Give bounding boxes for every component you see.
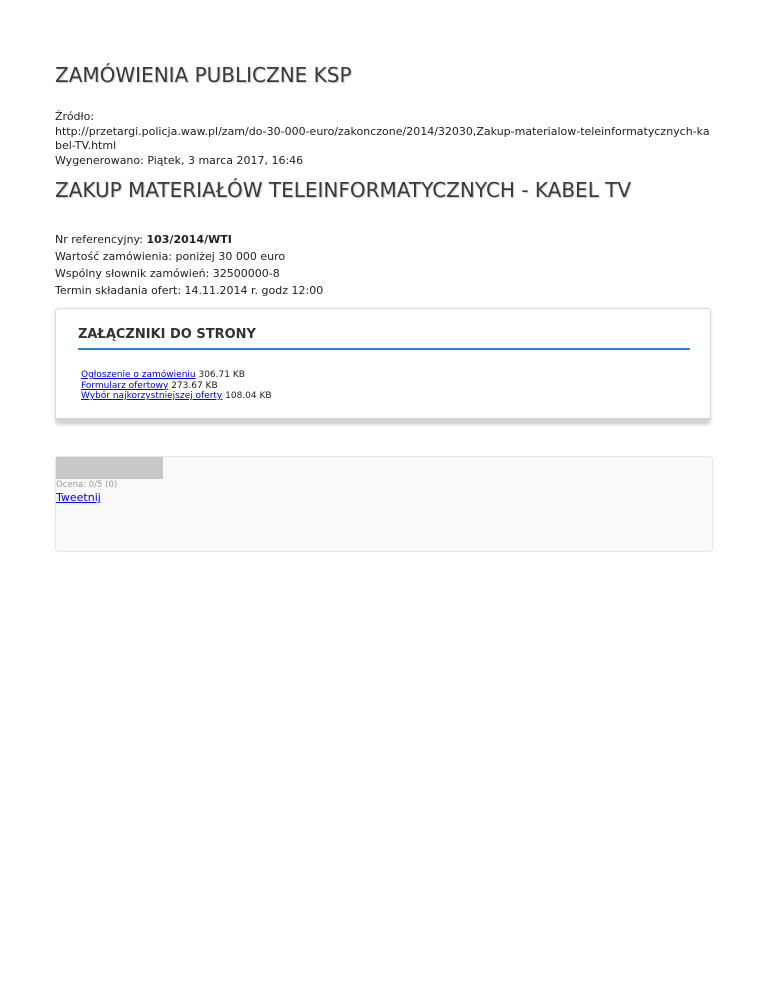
attachment-size: 306.71 KB: [198, 370, 245, 380]
attachment-link-formularz[interactable]: Formularz ofertowy: [81, 380, 169, 391]
rating-panel: [55, 456, 713, 552]
source-meta: [55, 110, 715, 168]
order-value: Wartość zamówienia: poniżej 30 000 euro: [55, 250, 286, 263]
site-title: ZAMÓWIENIA PUBLICZNE KSP: [55, 63, 352, 87]
attachment-item: [81, 370, 272, 381]
attachment-link-wybor[interactable]: Wybór najkorzystniejszej oferty: [81, 391, 223, 401]
source-url: http://przetargi.policja.waw.pl/zam/do-30-000-euro/zakonczone/2014/32030,Zakup-materialow-teleinformatycznych-kabel-TV.html: [55, 124, 710, 152]
reference-label: Nr referencyjny:: [55, 233, 147, 246]
document-title: ZAKUP MATERIAŁÓW TELEINFORMATYCZNYCH - KABEL TV: [55, 178, 632, 202]
attachment-size: 108.04 KB: [225, 391, 272, 401]
attachment-link-ogloszenie[interactable]: Ogłoszenie o zamówieniu: [81, 370, 196, 380]
tweet-link[interactable]: Tweetnij: [56, 491, 101, 504]
attachments-heading: ZAŁĄCZNIKI DO STRONY: [78, 327, 690, 350]
source-label: Źródło:: [55, 110, 95, 123]
attachments-panel: [55, 308, 711, 424]
rating-text: Ocena: 0/5 (0): [56, 480, 118, 490]
attachment-size: 273.67 KB: [171, 380, 218, 391]
attachment-item: [81, 381, 272, 392]
panel-bottom-bar: [56, 418, 710, 423]
rating-stars-widget[interactable]: [56, 457, 163, 479]
attachment-item: [81, 391, 272, 402]
reference-value: 103/2014/WTI: [146, 233, 232, 246]
document-details: [55, 231, 323, 299]
generated-date: Wygenerowano: Piątek, 3 marca 2017, 16:46: [55, 153, 304, 167]
attachments-list: [81, 370, 272, 402]
offer-deadline: Termin składania ofert: 14.11.2014 r. godz 12:00: [55, 284, 324, 297]
reference-number: [55, 231, 323, 248]
cpv-code: Wspólny słownik zamówień: 32500000-8: [55, 267, 280, 280]
